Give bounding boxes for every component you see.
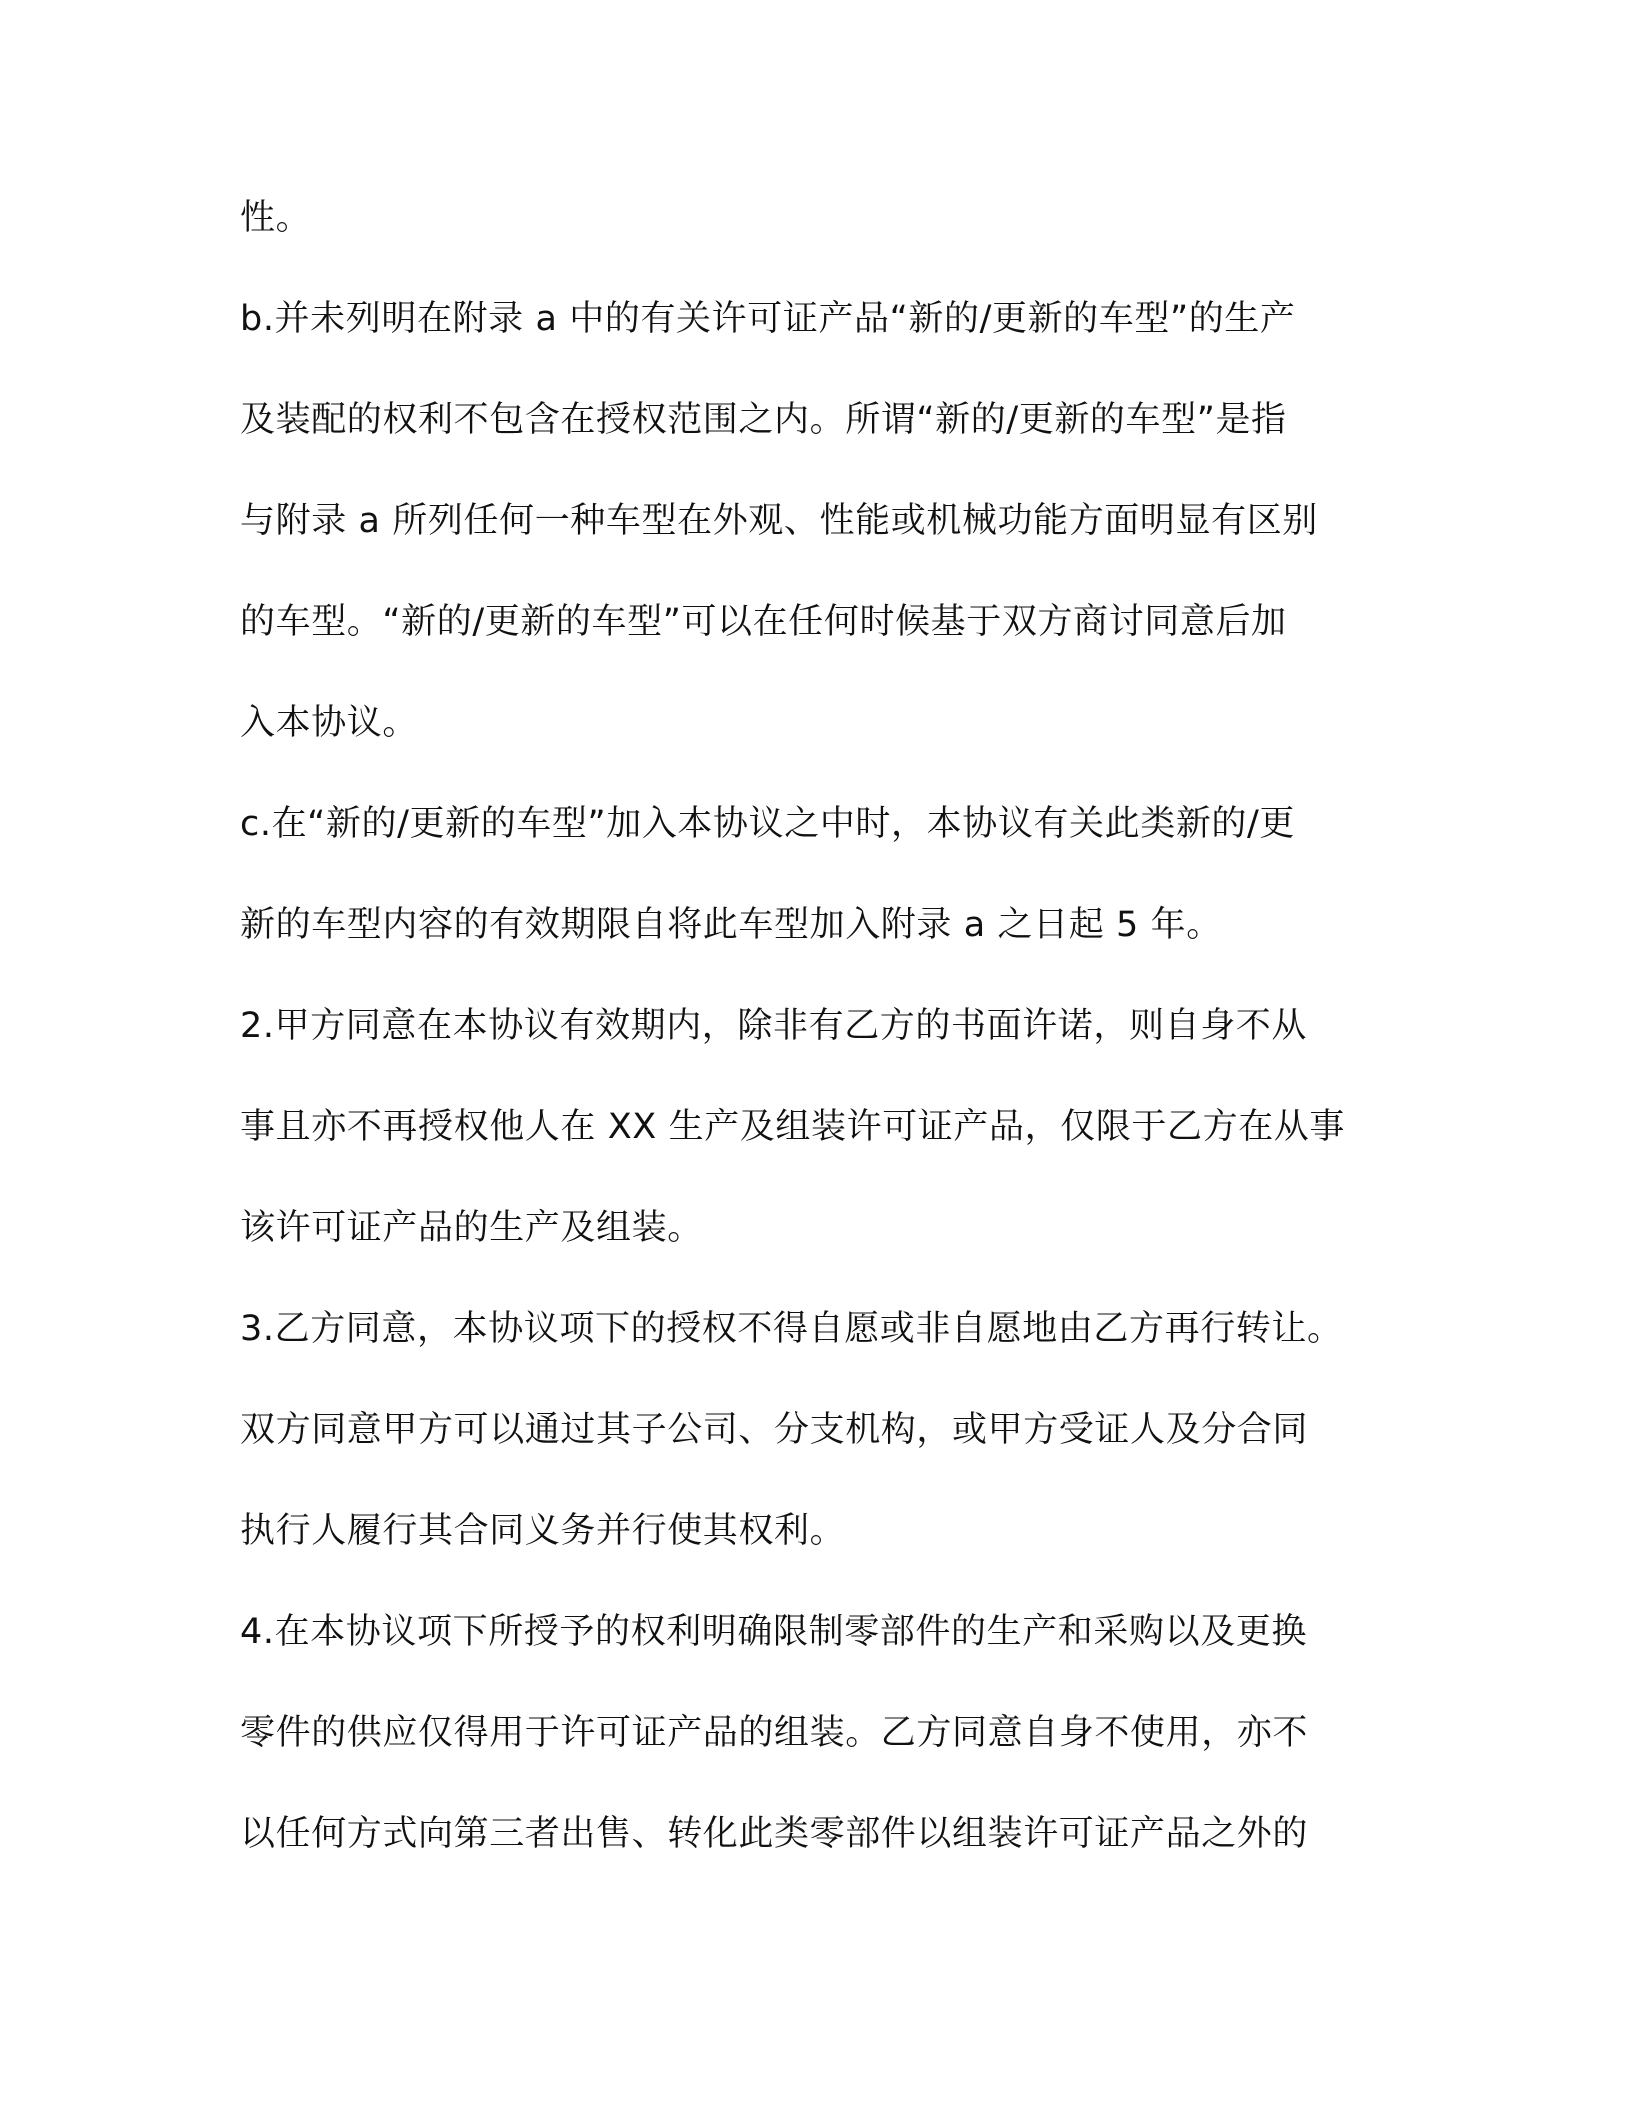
text-line: 的车型。“新的/更新的车型”可以在任何时候基于双方商讨同意后加 <box>240 602 1287 642</box>
text-line: 零件的供应仅得用于许可证产品的组装。乙方同意自身不使用，亦不 <box>240 1713 1309 1753</box>
text-line: c.在“新的/更新的车型”加入本协议之中时，本协议有关此类新的/更 <box>240 804 1296 844</box>
text-line: 及装配的权利不包含在授权范围之内。所谓“新的/更新的车型”是指 <box>240 400 1287 440</box>
text-line: 入本协议。 <box>240 703 419 743</box>
text-line: 性。 <box>240 198 312 238</box>
text-line: 3.乙方同意，本协议项下的授权不得自愿或非自愿地由乙方再行转让。 <box>240 1309 1343 1349</box>
text-line: 2.甲方同意在本协议有效期内，除非有乙方的书面许诺，则自身不从 <box>240 1006 1307 1046</box>
text-line: 事且亦不再授权他人在 XX 生产及组装许可证产品，仅限于乙方在从事 <box>240 1107 1346 1147</box>
text-line: 以任何方式向第三者出售、转化此类零部件以组装许可证产品之外的 <box>240 1814 1309 1854</box>
text-line: b.并未列明在附录 a 中的有关许可证产品“新的/更新的车型”的生产 <box>240 299 1296 339</box>
text-line: 4.在本协议项下所授予的权利明确限制零部件的生产和采购以及更换 <box>240 1612 1307 1652</box>
text-line: 与附录 a 所列任何一种车型在外观、性能或机械功能方面明显有区别 <box>240 501 1318 541</box>
text-line: 执行人履行其合同义务并行使其权利。 <box>240 1511 846 1551</box>
text-line: 双方同意甲方可以通过其子公司、分支机构，或甲方受证人及分合同 <box>240 1410 1309 1450</box>
text-line: 新的车型内容的有效期限自将此车型加入附录 a 之日起 5 年。 <box>240 905 1222 945</box>
text-line: 该许可证产品的生产及组装。 <box>240 1208 703 1248</box>
